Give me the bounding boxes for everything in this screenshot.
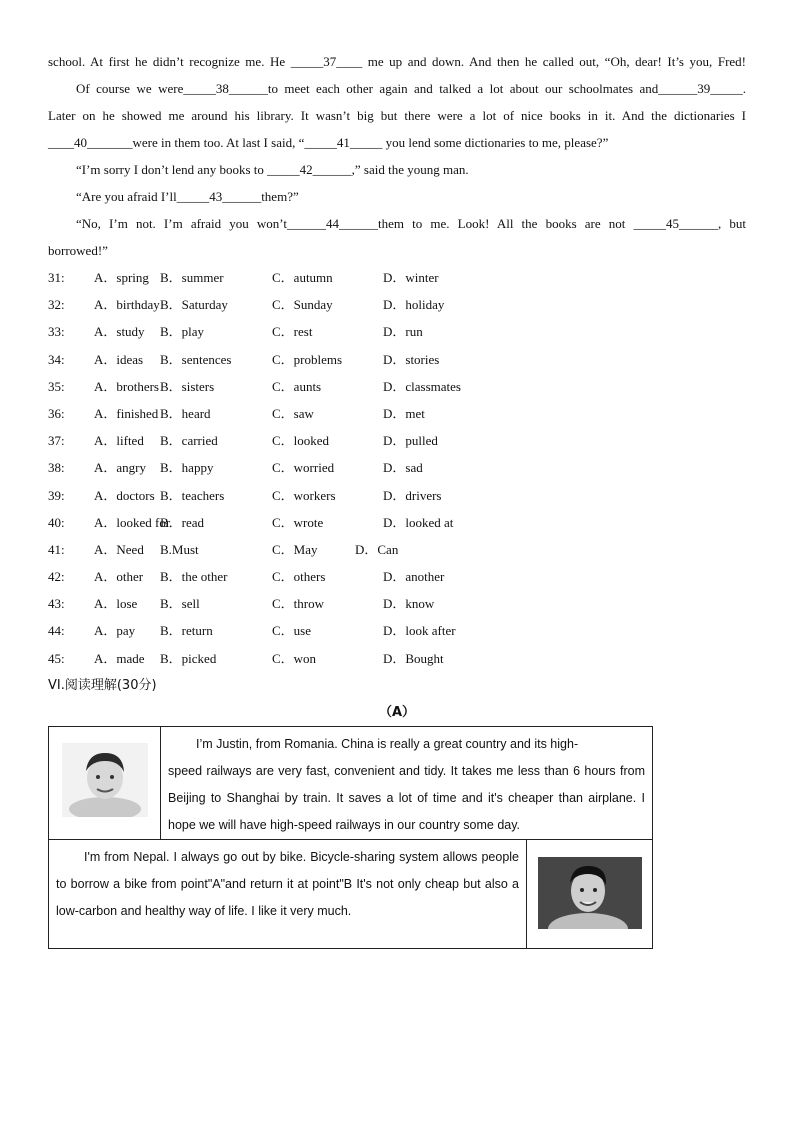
option-d: D．Bought <box>383 650 444 666</box>
option-d: D．met <box>383 405 425 421</box>
exam-page <box>48 52 746 723</box>
reading-table <box>48 726 653 949</box>
option-c: C．won <box>272 650 317 666</box>
option-d: D．holiday <box>383 297 445 313</box>
passage-label: （A） <box>378 704 416 720</box>
option-c: C．others <box>272 569 326 585</box>
option-d: D．stories <box>383 351 440 367</box>
question-row-37 <box>48 431 746 458</box>
option-b: B．sell <box>160 596 200 612</box>
question-row-38 <box>48 458 746 485</box>
option-d: D．run <box>383 324 423 340</box>
option-b: B．the other <box>160 569 228 585</box>
question-number: 37: <box>48 433 65 449</box>
cloze-line-4: ____40_______were in them too. At last I said, “_____41_____ you lend some dictionaries to me, please?” <box>48 135 609 150</box>
option-b: B．heard <box>160 405 211 421</box>
option-c: C．problems <box>272 351 343 367</box>
question-number: 39: <box>48 487 65 503</box>
option-b: B．picked <box>160 650 217 666</box>
man-photo <box>538 857 642 929</box>
option-c: C．use <box>272 623 312 639</box>
question-options <box>48 268 746 676</box>
option-b: B．Saturday <box>160 297 228 313</box>
question-row-36 <box>48 404 746 431</box>
option-c: C．Sunday <box>272 297 333 313</box>
justin-text-cell <box>161 727 653 840</box>
question-number: 43: <box>48 596 65 612</box>
option-a: A．finished <box>94 405 159 421</box>
option-b: B．sisters <box>160 378 215 394</box>
option-a: A．spring <box>94 270 149 285</box>
option-d: D．sad <box>383 460 423 476</box>
question-row-32 <box>48 295 746 322</box>
cloze-line-2: Of course we were_____38______to meet each other again and talked a lot about our schoolmates and______39_____. <box>76 81 746 96</box>
option-a: A．other <box>94 569 144 585</box>
option-a: A．lifted <box>94 433 144 449</box>
question-row-31 <box>48 268 746 295</box>
option-a: A．angry <box>94 460 146 476</box>
option-d: D．look after <box>383 623 456 639</box>
photo-cell-justin <box>49 727 161 840</box>
option-a: A．study <box>94 324 145 340</box>
option-a: A．brothers <box>94 378 159 394</box>
option-a: A．Need <box>94 541 144 557</box>
option-b: B．return <box>160 623 213 639</box>
option-d: D．looked at <box>383 514 454 530</box>
justin-text-first-line: I’m Justin, from Romania. China is really a great country and its high- <box>196 737 579 751</box>
question-number: 41: <box>48 541 65 557</box>
question-number: 44: <box>48 623 65 639</box>
cloze-line-6: “Are you afraid I’ll_____43______them?” <box>76 189 299 204</box>
question-row-33 <box>48 322 746 349</box>
option-d: D．classmates <box>383 378 461 394</box>
nepal-row-wrapper <box>49 840 653 949</box>
reading-row-justin <box>49 727 653 840</box>
option-d: D．drivers <box>383 487 442 503</box>
boy-photo <box>62 743 148 817</box>
option-d: D．know <box>383 596 435 612</box>
option-d: D．pulled <box>383 433 438 449</box>
option-c: C．workers <box>272 487 336 503</box>
cloze-line-1: school. At first he didn’t recognize me. He _____37____ me up and down. And then he called out, “Oh, dear! It’s you, Fred! <box>48 54 746 69</box>
question-row-39 <box>48 486 746 513</box>
cloze-line-7: “No, I’m not. I’m afraid you won’t______44______them to me. Look! All the books are not _____45______, but <box>76 216 746 231</box>
option-a: A．birthday <box>94 297 160 313</box>
nepal-inner-table <box>49 840 652 948</box>
question-number: 31: <box>48 270 65 285</box>
option-b: B．read <box>160 514 205 530</box>
justin-text-rest: speed railways are very fast, convenient and tidy. It takes me less than 6 hours from Beijing to Shanghai by train. It saves a lot of time and it's cheaper than airplane. I hope we will have high-speed railways in our country some day. <box>168 764 645 832</box>
question-row-35 <box>48 377 746 404</box>
option-b: B.Must <box>160 541 199 557</box>
option-a: A．looked for <box>94 514 171 530</box>
option-b: B．carried <box>160 433 218 449</box>
photo-cell-nepal <box>527 840 653 948</box>
option-b: B．play <box>160 324 205 340</box>
question-number: 36: <box>48 405 65 421</box>
option-c: C．looked <box>272 433 330 449</box>
option-a: A．doctors <box>94 487 155 503</box>
question-number: 35: <box>48 378 65 394</box>
question-number: 33: <box>48 324 65 340</box>
question-number: 32: <box>48 297 65 313</box>
question-row-40 <box>48 513 746 540</box>
nepal-text <box>49 840 527 948</box>
nepal-text-body: I'm from Nepal. I always go out by bike. Bicycle-sharing system allows people to borrow a bike from point"A"and return it at point"B It's not only cheap but also a low-carbon and healthy way of life. I like it very much. <box>56 850 519 918</box>
section-title: VI.阅读理解(30分) <box>48 677 157 693</box>
reading-row-nepal <box>49 840 653 949</box>
option-c: C．May <box>272 541 318 557</box>
question-number: 38: <box>48 460 65 476</box>
question-number: 45: <box>48 650 65 666</box>
option-c: C．wrote <box>272 514 324 530</box>
question-row-45 <box>48 649 746 676</box>
cloze-line-3: Later on he showed me around his library. It wasn’t big but there were a lot of nice books in it. And the dictionaries I <box>48 108 746 123</box>
option-d: D．another <box>383 569 445 585</box>
option-c: C．throw <box>272 596 325 612</box>
question-row-41 <box>48 540 746 567</box>
cloze-line-5: “I’m sorry I don’t lend any books to _____42______,” said the young man. <box>76 162 469 177</box>
question-row-44 <box>48 621 746 648</box>
option-b: B．summer <box>160 270 224 285</box>
option-b: B．happy <box>160 460 214 476</box>
option-b: B．sentences <box>160 351 232 367</box>
option-d: D．winter <box>383 270 439 285</box>
option-a: A．pay <box>94 623 136 639</box>
option-d: D．Can <box>355 541 399 557</box>
option-a: A．made <box>94 650 145 666</box>
option-b: B．teachers <box>160 487 225 503</box>
question-row-34 <box>48 350 746 377</box>
option-c: C．saw <box>272 405 314 421</box>
option-c: C．worried <box>272 460 335 476</box>
option-a: A．lose <box>94 596 138 612</box>
question-number: 42: <box>48 569 65 585</box>
option-c: C．rest <box>272 324 313 340</box>
question-number: 34: <box>48 351 65 367</box>
cloze-line-8: borrowed!” <box>48 243 108 258</box>
option-c: C．aunts <box>272 378 322 394</box>
question-row-42 <box>48 567 746 594</box>
question-row-43 <box>48 594 746 621</box>
option-c: C．autumn <box>272 270 333 285</box>
question-number: 40: <box>48 514 65 530</box>
option-a: A．ideas <box>94 351 144 367</box>
